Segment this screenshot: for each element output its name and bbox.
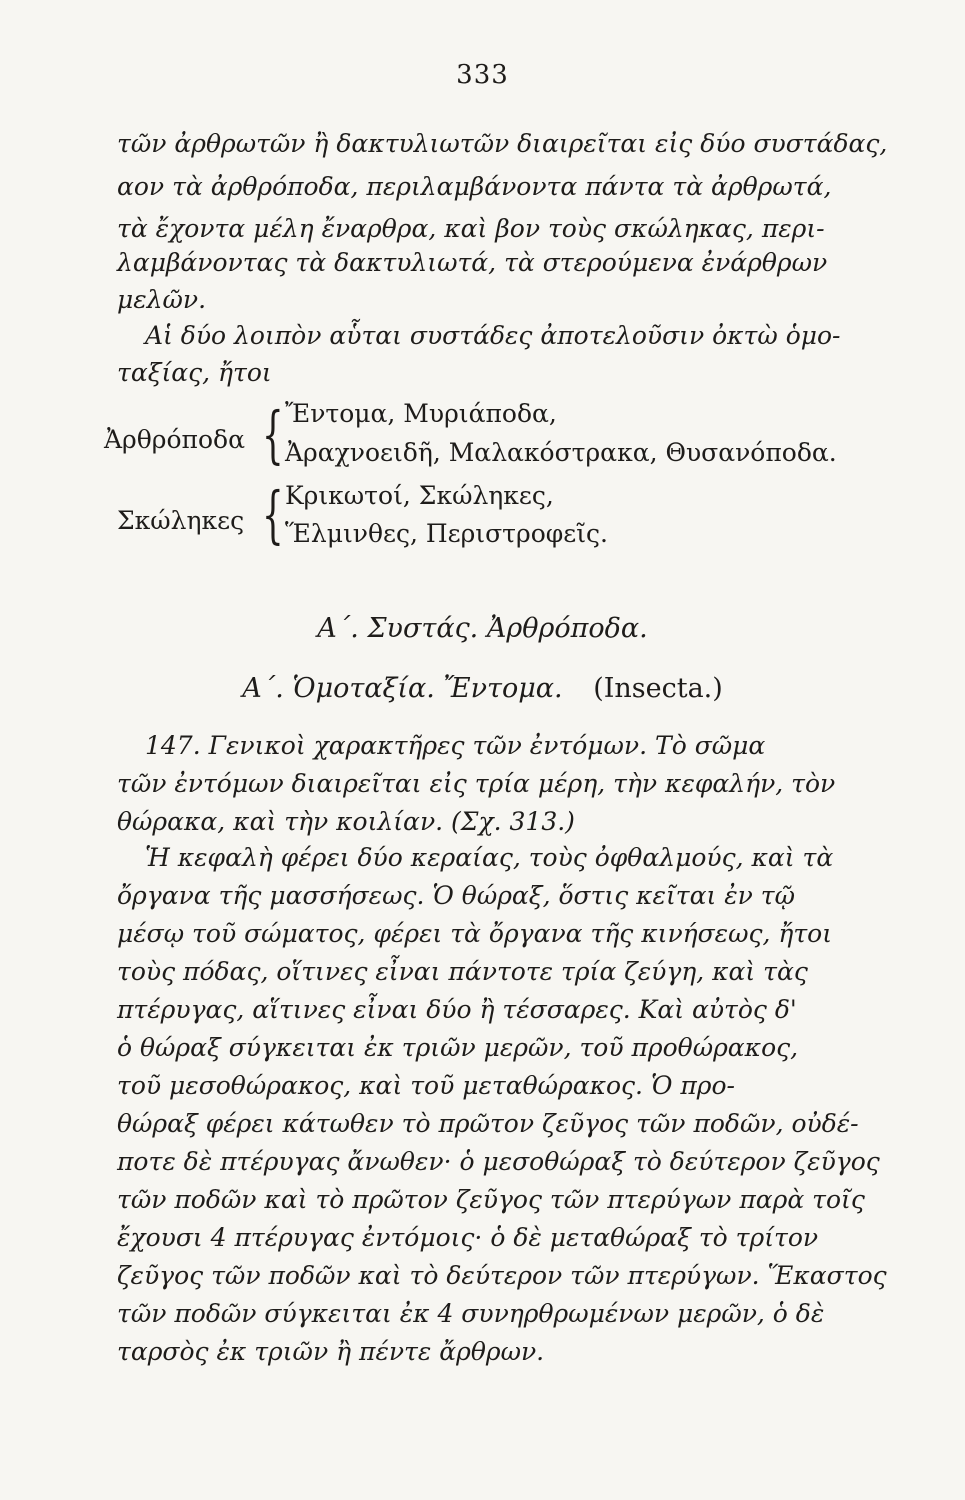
text-line: αον τὰ ἀρθρόποδα, περιλαμβάνοντα πάντα τὰ ἀρθρωτά, bbox=[117, 172, 832, 201]
text-line: ποτε δὲ πτέρυγας ἄνωθεν· ὁ μεσοθώραξ τὸ δεύτερον ζεῦγος bbox=[117, 1147, 880, 1176]
text-line: ταξίας, ἤτοι bbox=[117, 358, 272, 387]
brace: { bbox=[262, 478, 284, 551]
text-line: λαμβάνοντας τὰ δακτυλιωτά, τὰ στερούμενα ἐνάρθρων bbox=[117, 248, 828, 277]
text-line: τῶν ποδῶν σύγκειται ἐκ 4 συνηρθρωμένων μερῶν, ὁ δὲ bbox=[117, 1299, 825, 1328]
text-line: μέσῳ τοῦ σώματος, φέρει τὰ ὄργανα τῆς κινήσεως, ἤτοι bbox=[117, 919, 833, 948]
group-item: Κρικωτοί, Σκώληκες, bbox=[285, 481, 554, 510]
text-line: θώρακα, καὶ τὴν κοιλίαν. (Σχ. 313.) bbox=[117, 807, 575, 836]
text-line: τοὺς πόδας, οἵτινες εἶναι πάντοτε τρία ζεύγη, καὶ τὰς bbox=[117, 957, 808, 986]
subsection-heading bbox=[0, 672, 965, 706]
text-line: θώραξ φέρει κάτωθεν τὸ πρῶτον ζεῦγος τῶν ποδῶν, οὐδέ- bbox=[117, 1109, 859, 1138]
text-line: τοῦ μεσοθώρακος, καὶ τοῦ μεταθώρακος. Ὁ προ- bbox=[117, 1071, 736, 1100]
text-line: ὄργανα τῆς μασσήσεως. Ὁ θώραξ, ὅστις κεῖται ἐν τῷ bbox=[117, 881, 796, 910]
group-item: Ἀραχνοειδῆ, Μαλακόστρακα, Θυσανόποδα. bbox=[285, 438, 837, 467]
text-line: ταρσὸς ἐκ τριῶν ἢ πέντε ἄρθρων. bbox=[117, 1337, 545, 1366]
group-name: Ἀρθρόποδα bbox=[104, 425, 245, 454]
text-line: Αἱ δύο λοιπὸν αὗται συστάδες ἀποτελοῦσιν ὀκτὼ ὁμο- bbox=[145, 321, 841, 350]
heading-greek: Α΄. Ὁμοταξία. Ἔντομα. bbox=[242, 673, 563, 704]
text-line: Ἡ κεφαλὴ φέρει δύο κεραίας, τοὺς ὀφθαλμούς, καὶ τὰ bbox=[145, 843, 834, 872]
group-item: Ἔντομα, Μυριάποδα, bbox=[285, 399, 557, 428]
text-line: πτέρυγας, αἵτινες εἶναι δύο ἢ τέσσαρες. Καὶ αὐτὸς δ' bbox=[117, 995, 797, 1024]
text-line: ὁ θώραξ σύγκειται ἐκ τριῶν μερῶν, τοῦ προθώρακος, bbox=[117, 1033, 799, 1062]
text-line: τὰ ἔχοντα μέλη ἔναρθρα, καὶ βον τοὺς σκώληκας, περι- bbox=[117, 214, 825, 243]
group-item: Ἕλμινθες, Περιστροφεῖς. bbox=[285, 519, 608, 548]
text-line: τῶν ἀρθρωτῶν ἢ δακτυλιωτῶν διαιρεῖται εἰς δύο συστάδας, bbox=[117, 129, 888, 158]
text-line: τῶν ἐντόμων διαιρεῖται εἰς τρία μέρη, τὴν κεφαλήν, τὸν bbox=[117, 769, 836, 798]
heading-latin: (Insecta.) bbox=[593, 673, 723, 704]
text-line: 147. Γενικοὶ χαρακτῆρες τῶν ἐντόμων. Τὸ σῶμα bbox=[145, 731, 766, 760]
text-line: τῶν ποδῶν καὶ τὸ πρῶτον ζεῦγος τῶν πτερύγων παρὰ τοῖς bbox=[117, 1185, 865, 1214]
brace: { bbox=[262, 398, 284, 471]
group-name: Σκώληκες bbox=[117, 506, 245, 535]
section-heading: Α΄. Συστάς. Ἀρθρόποδα. bbox=[317, 613, 648, 644]
page-number: 333 bbox=[456, 60, 509, 90]
text-line: ἔχουσι 4 πτέρυγας ἐντόμοις· ὁ δὲ μεταθώραξ τὸ τρίτον bbox=[117, 1223, 819, 1252]
text-line: ζεῦγος τῶν ποδῶν καὶ τὸ δεύτερον τῶν πτερύγων. Ἕκαστος bbox=[117, 1261, 887, 1290]
text-line: μελῶν. bbox=[117, 285, 207, 314]
